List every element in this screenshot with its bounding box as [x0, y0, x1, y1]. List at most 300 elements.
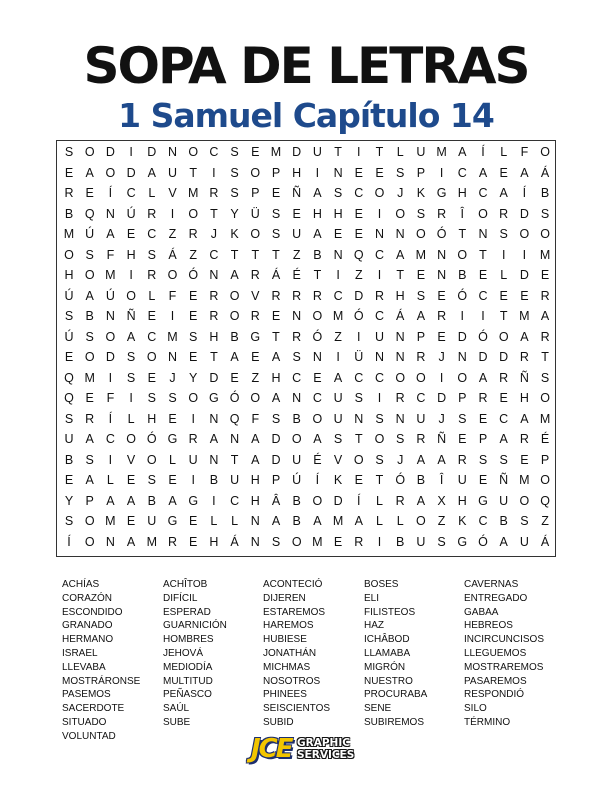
grid-cell: Q [64, 370, 74, 385]
word-list-item: GUARNICIÓN [163, 620, 227, 632]
logo-line-services: SERVICES [297, 749, 355, 761]
grid-cell: N [209, 452, 219, 467]
grid-cell: E [375, 165, 384, 180]
word-list-item: NOSOTROS [263, 675, 321, 687]
grid-cell: T [458, 227, 467, 241]
grid-cell: Ó [188, 268, 199, 282]
grid-cell: O [457, 370, 468, 385]
grid-cell: Z [189, 247, 197, 262]
grid-cell: I [212, 165, 216, 180]
grid-cell: I [377, 391, 382, 405]
grid-cell: É [540, 432, 550, 446]
grid-cell: R [478, 391, 488, 405]
grid-cell: M [187, 186, 199, 200]
grid-cell: T [479, 247, 487, 262]
grid-cell: U [499, 493, 509, 508]
grid-cell: E [437, 288, 446, 303]
grid-cell: O [64, 247, 74, 262]
grid-cell: T [334, 145, 342, 159]
grid-cell: H [457, 186, 467, 200]
grid-cell: A [251, 432, 260, 446]
grid-cell: F [520, 145, 529, 159]
grid-cell: S [416, 288, 426, 303]
grid-cell: P [85, 493, 94, 508]
grid-cell: É [313, 452, 322, 467]
grid-cell: T [354, 432, 363, 446]
grid-cell: N [250, 534, 260, 549]
grid-cell: A [416, 309, 426, 323]
grid-cell: O [519, 493, 530, 508]
grid-cell: M [146, 534, 157, 549]
grid-cell: E [64, 165, 74, 180]
grid-cell: R [519, 350, 529, 364]
grid-cell: R [209, 309, 219, 323]
grid-cell: H [64, 268, 74, 282]
grid-cell: S [126, 370, 136, 385]
grid-cell: B [458, 268, 467, 282]
grid-cell: R [85, 411, 95, 426]
grid-cell: R [416, 350, 426, 364]
grid-cell: C [292, 370, 302, 385]
grid-cell: G [436, 186, 447, 200]
grid-cell: N [105, 534, 115, 549]
grid-cell: M [63, 227, 75, 241]
grid-cell: S [230, 186, 239, 200]
logo-line-graphic: GRAPHIC [297, 737, 350, 749]
grid-cell: G [188, 493, 199, 508]
grid-cell: S [540, 370, 550, 385]
grid-cell: Î [439, 473, 444, 487]
grid-cell: U [292, 227, 302, 241]
grid-cell: A [540, 309, 550, 323]
word-list-item: SACERDOTE [62, 703, 125, 715]
grid-cell: L [231, 514, 239, 528]
grid-cell: E [478, 268, 488, 282]
grid-cell: T [251, 247, 260, 262]
grid-cell: C [499, 411, 509, 426]
grid-cell: S [499, 452, 508, 467]
grid-cell: É [292, 268, 301, 282]
grid-cell: S [292, 350, 301, 364]
word-list-item: ACHÎTOB [163, 579, 208, 590]
grid-cell: Á [168, 247, 177, 262]
grid-cell: R [188, 432, 198, 446]
grid-cell: T [189, 165, 197, 180]
grid-cell: Y [189, 370, 198, 385]
grid-cell: E [85, 391, 94, 405]
grid-cell: Ñ [437, 432, 447, 446]
grid-cell: H [209, 329, 219, 344]
grid-cell: Ó [146, 432, 157, 446]
grid-cell: I [129, 391, 133, 405]
grid-cell: J [169, 370, 176, 385]
grid-cell: L [396, 145, 404, 159]
grid-cell: M [519, 473, 530, 487]
grid-cell: Ñ [519, 370, 529, 385]
grid-cell: D [519, 268, 529, 282]
grid-cell: S [271, 206, 281, 221]
grid-cell: C [105, 432, 115, 446]
grid-cell: D [292, 145, 302, 159]
grid-cell: C [126, 186, 136, 200]
grid-cell: B [292, 514, 301, 528]
grid-cell: S [375, 411, 384, 426]
grid-cell: O [126, 432, 136, 446]
grid-cell: M [332, 309, 344, 323]
grid-cell: Ó [395, 473, 406, 487]
grid-cell: T [210, 350, 218, 364]
grid-cell: N [374, 227, 385, 241]
grid-cell: O [291, 432, 302, 446]
grid-cell: B [499, 514, 508, 528]
grid-cell: C [416, 391, 426, 405]
grid-cell: O [457, 247, 468, 262]
grid-cell: E [354, 473, 363, 487]
grid-cell: O [229, 288, 240, 303]
word-list-item: ICHÂBOD [364, 634, 410, 646]
grid-cell: S [437, 534, 446, 549]
grid-cell: R [540, 329, 550, 344]
grid-cell: A [333, 370, 343, 385]
grid-cell: U [374, 329, 385, 344]
word-list-item: HEBREOS [464, 620, 513, 632]
grid-cell: O [416, 370, 426, 385]
grid-cell: Q [229, 411, 240, 426]
grid-cell: N [250, 514, 260, 528]
grid-cell: O [250, 227, 261, 241]
grid-cell: Ó [353, 309, 364, 323]
grid-cell: B [313, 247, 322, 262]
grid-cell: G [209, 391, 219, 405]
grid-cell: A [416, 452, 426, 467]
grid-cell: E [499, 391, 508, 405]
grid-cell: B [292, 493, 301, 508]
word-list-item: SUBE [163, 717, 191, 728]
grid-cell: S [375, 452, 384, 467]
grid-cell: N [167, 145, 178, 159]
grid-cell: O [540, 145, 550, 159]
grid-cell: D [333, 493, 343, 508]
grid-cell: D [126, 165, 136, 180]
grid-cell: R [437, 309, 447, 323]
grid-cell: U [167, 165, 178, 180]
grid-cell: E [251, 350, 260, 364]
grid-cell: E [354, 165, 363, 180]
grid-cell: A [106, 227, 115, 241]
grid-cell: M [332, 514, 344, 528]
grid-cell: O [395, 206, 406, 221]
grid-cell: A [251, 452, 260, 467]
word-list-item: CAVERNAS [464, 579, 519, 590]
grid-cell: U [416, 411, 426, 426]
word-list-item: RESPONDIÓ [464, 689, 525, 701]
grid-cell: B [64, 206, 74, 221]
grid-cell: I [336, 268, 340, 282]
grid-cell: Ó [436, 227, 447, 241]
grid-cell: Ó [478, 534, 488, 549]
grid-cell: I [377, 206, 382, 221]
grid-cell: Ü [250, 206, 260, 221]
grid-cell: S [126, 350, 136, 364]
grid-cell: R [209, 288, 219, 303]
grid-cell: U [333, 411, 343, 426]
grid-cell: I [191, 473, 195, 487]
grid-cell: R [250, 268, 260, 282]
word-list-item: HAREMOS [263, 620, 314, 632]
grid-cell: N [437, 268, 447, 282]
grid-cell: O [540, 391, 550, 405]
grid-cell: C [209, 145, 219, 159]
word-list-item: NUESTRO [364, 675, 413, 687]
grid-cell: N [105, 206, 115, 221]
grid-cell: L [396, 514, 404, 528]
grid-cell: C [478, 186, 488, 200]
grid-cell: D [105, 145, 115, 159]
word-list-item: SITUADO [62, 717, 107, 728]
word-list-item: DIJEREN [263, 592, 306, 604]
grid-cell: H [147, 411, 157, 426]
grid-cell: C [312, 391, 322, 405]
grid-cell: D [271, 432, 281, 446]
grid-cell: T [230, 247, 239, 262]
grid-cell: U [230, 473, 240, 487]
word-list-item: PASEMOS [62, 689, 111, 701]
grid-cell: O [167, 268, 178, 282]
grid-cell: R [147, 268, 157, 282]
grid-cell: N [292, 391, 302, 405]
grid-cell: S [230, 145, 239, 159]
word-list-item: SEISCIENTOS [263, 703, 331, 715]
grid-cell: E [540, 268, 550, 282]
grid-cell: E [354, 206, 363, 221]
grid-cell: D [209, 370, 219, 385]
grid-cell: I [170, 309, 175, 323]
grid-cell: A [520, 165, 529, 180]
grid-cell: A [520, 329, 529, 344]
grid-cell: N [437, 247, 447, 262]
word-list-item: SUBIREMOS [364, 717, 425, 728]
grid-cell: Á [396, 309, 405, 323]
grid-cell: Í [315, 473, 320, 487]
grid-cell: A [85, 165, 94, 180]
grid-cell: O [478, 206, 488, 221]
word-list-item: VOLUNTAD [62, 730, 116, 742]
grid-cell: A [230, 350, 239, 364]
grid-cell: I [481, 309, 485, 323]
grid-cell: A [106, 493, 115, 508]
grid-cell: R [292, 288, 302, 303]
word-list-item: GRANADO [62, 620, 113, 632]
grid-cell: I [439, 165, 444, 180]
grid-cell: I [336, 350, 340, 364]
grid-cell: H [250, 493, 260, 508]
grid-cell: Á [271, 268, 281, 282]
grid-cell: A [354, 514, 363, 528]
grid-cell: U [416, 145, 426, 159]
grid-cell: H [395, 288, 405, 303]
grid-cell: A [126, 493, 136, 508]
grid-cell: E [126, 514, 136, 528]
grid-cell: C [374, 247, 385, 262]
grid-cell: Z [168, 227, 177, 241]
word-list-item: ELI [364, 592, 380, 604]
grid-cell: O [84, 350, 95, 364]
word-list [62, 578, 562, 748]
word-list-item: TÉRMINO [464, 717, 511, 728]
grid-cell: S [64, 309, 74, 323]
word-list-item: HAZ [364, 620, 384, 632]
grid-cell: O [105, 329, 116, 344]
grid-cell: U [292, 452, 302, 467]
grid-cell: B [147, 493, 156, 508]
grid-cell: I [170, 206, 175, 221]
grid-cell: X [437, 493, 446, 508]
grid-cell: E [520, 288, 529, 303]
grid-cell: N [354, 411, 364, 426]
grid-cell: N [292, 309, 302, 323]
word-list-item: SUBID [263, 717, 294, 728]
grid-cell: E [416, 268, 426, 282]
grid-cell: E [333, 534, 343, 549]
grid-cell: S [147, 391, 156, 405]
grid-cell: Í [108, 411, 113, 426]
grid-cell: E [64, 473, 74, 487]
grid-cell: O [105, 165, 116, 180]
grid-cell: P [251, 186, 260, 200]
grid-cell: R [416, 432, 426, 446]
grid-cell: A [416, 493, 426, 508]
grid-cell: E [189, 534, 198, 549]
grid-cell: N [478, 227, 488, 241]
grid-cell: S [333, 432, 343, 446]
grid-cell: E [478, 473, 488, 487]
grid-cell: Ú [292, 473, 302, 487]
grid-cell: K [458, 514, 467, 528]
grid-cell: E [292, 206, 301, 221]
grid-cell: L [169, 452, 176, 467]
grid-cell: D [478, 350, 488, 364]
grid-cell: S [85, 452, 94, 467]
grid-cell: Ó [312, 329, 323, 344]
grid-cell: A [478, 370, 488, 385]
grid-cell: Z [354, 268, 363, 282]
letter-grid [56, 140, 556, 557]
grid-cell: R [457, 452, 467, 467]
grid-cell: R [292, 329, 302, 344]
grid-cell: C [354, 370, 364, 385]
grid-cell: O [84, 534, 95, 549]
grid-cell: F [106, 391, 115, 405]
grid-cell: O [519, 227, 530, 241]
grid-cell: S [458, 411, 467, 426]
grid-cell: R [395, 493, 405, 508]
grid-cell: K [333, 473, 343, 487]
word-list-item: DIFÍCIL [163, 592, 198, 604]
grid-cell: I [191, 411, 195, 426]
grid-cell: S [85, 329, 94, 344]
grid-cell: U [333, 391, 343, 405]
grid-cell: L [148, 186, 156, 200]
page-subtitle: 1 Samuel Capítulo 14 [118, 96, 494, 135]
grid-cell: A [126, 534, 136, 549]
grid-cell: I [315, 165, 320, 180]
word-list-item: MEDIODÍA [163, 661, 213, 673]
grid-cell: T [272, 329, 280, 344]
grid-cell: O [250, 165, 261, 180]
grid-cell: I [501, 247, 506, 262]
grid-cell: Ñ [292, 186, 302, 200]
word-list-item: INCIRCUNCISOS [464, 634, 545, 646]
grid-cell: Ó [229, 391, 240, 405]
grid-cell: U [64, 432, 74, 446]
grid-cell: P [271, 165, 281, 180]
grid-cell: N [209, 268, 219, 282]
grid-cell: E [333, 227, 343, 241]
grid-cell: A [458, 145, 467, 159]
grid-cell: U [312, 145, 322, 159]
word-list-item: PHINEES [263, 689, 307, 701]
grid-cell: O [374, 432, 385, 446]
grid-cell: S [64, 514, 74, 528]
grid-cell: A [313, 227, 322, 241]
grid-cell: O [416, 514, 426, 528]
grid-cell: H [312, 206, 322, 221]
grid-cell: O [540, 473, 550, 487]
word-list-item: MOSTRAREMOS [464, 661, 544, 673]
grid-cell: A [520, 411, 529, 426]
grid-cell: Â [271, 493, 281, 508]
grid-cell: R [374, 288, 385, 303]
grid-cell: L [500, 145, 508, 159]
grid-cell: S [230, 165, 239, 180]
grid-cell: A [478, 165, 488, 180]
grid-cell: O [374, 186, 385, 200]
word-list-item: ESCONDIDO [62, 606, 123, 618]
grid-cell: Z [541, 514, 549, 528]
grid-cell: J [438, 411, 445, 426]
grid-cell: R [167, 534, 178, 549]
grid-cell: I [357, 145, 361, 159]
grid-cell: S [168, 391, 177, 405]
grid-cell: A [396, 247, 405, 262]
grid-cell: Ú [85, 227, 95, 241]
word-list-item: SAÚL [163, 703, 190, 715]
grid-cell: O [84, 145, 95, 159]
grid-cell: B [396, 534, 405, 549]
grid-cell: S [396, 432, 405, 446]
grid-cell: E [126, 473, 136, 487]
grid-cell: O [312, 411, 323, 426]
grid-cell: Î [460, 206, 465, 221]
grid-cell: M [84, 370, 95, 385]
grid-cell: R [147, 206, 157, 221]
grid-cell: L [106, 473, 114, 487]
grid-cell: A [85, 432, 94, 446]
grid-cell: T [313, 268, 322, 282]
grid-cell: S [64, 145, 74, 159]
word-list-item: PASAREMOS [464, 675, 527, 687]
grid-cell: Ú [64, 288, 74, 303]
grid-cell: E [189, 288, 198, 303]
grid-cell: A [313, 514, 322, 528]
grid-cell: C [374, 370, 385, 385]
grid-cell: A [230, 268, 239, 282]
grid-cell: C [374, 309, 385, 323]
word-list-item: CORAZÓN [62, 592, 112, 604]
grid-cell: H [292, 165, 302, 180]
grid-cell: Á [540, 534, 550, 549]
grid-cell: E [313, 370, 322, 385]
